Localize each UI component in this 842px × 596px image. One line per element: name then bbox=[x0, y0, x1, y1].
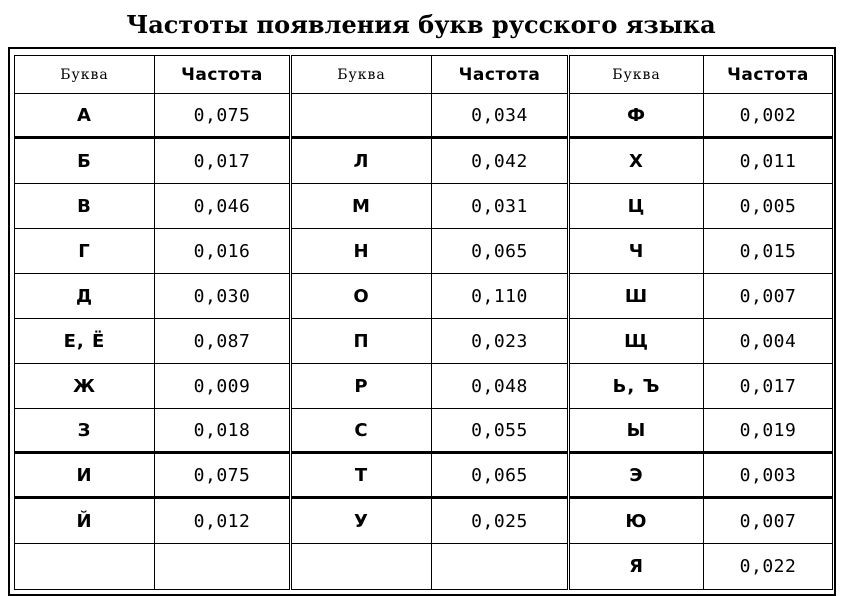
header-letter: Буква bbox=[570, 56, 704, 93]
table-row bbox=[292, 454, 567, 499]
frequency-cell: 0,018 bbox=[193, 419, 251, 441]
table-row bbox=[570, 454, 832, 499]
letter-cell: Ю bbox=[570, 499, 704, 543]
frequency-cell: 0,017 bbox=[739, 375, 797, 397]
table-row bbox=[570, 499, 832, 544]
letter-cell: С bbox=[292, 409, 432, 451]
frequency-cell: 0,017 bbox=[193, 150, 251, 172]
frequency-cell: 0,012 bbox=[193, 510, 251, 532]
table-row bbox=[570, 364, 832, 409]
letter-cell bbox=[292, 94, 432, 136]
table-row bbox=[570, 319, 832, 364]
letter-cell: Х bbox=[570, 139, 704, 183]
frequency-cell: 0,031 bbox=[471, 195, 528, 217]
table-row bbox=[292, 184, 567, 229]
table-row bbox=[292, 94, 567, 139]
letter-cell: Я bbox=[570, 544, 704, 589]
letter-cell: Т bbox=[292, 454, 432, 496]
table-row bbox=[15, 139, 289, 184]
table-row bbox=[15, 454, 289, 499]
letter-cell: У bbox=[292, 499, 432, 543]
frequency-cell bbox=[432, 544, 567, 589]
letter-cell: И bbox=[15, 454, 155, 496]
letter-cell: А bbox=[15, 94, 155, 136]
page-title: Частоты появления букв русского языка bbox=[126, 10, 716, 39]
table-row bbox=[570, 274, 832, 319]
header-letter: Буква bbox=[292, 56, 432, 93]
table-row bbox=[292, 499, 567, 544]
table-row bbox=[15, 364, 289, 409]
frequency-cell: 0,087 bbox=[193, 330, 251, 352]
table-row bbox=[15, 94, 289, 139]
frequency-cell: 0,023 bbox=[471, 330, 528, 352]
frequency-cell bbox=[155, 544, 289, 589]
frequency-cell: 0,075 bbox=[193, 104, 251, 126]
frequency-cell: 0,003 bbox=[739, 464, 797, 486]
frequency-cell: 0,055 bbox=[471, 419, 528, 441]
frequency-cell: 0,048 bbox=[471, 375, 528, 397]
table-row bbox=[15, 409, 289, 454]
frequency-cell: 0,075 bbox=[193, 464, 251, 486]
table-row bbox=[292, 319, 567, 364]
header-frequency: Частота bbox=[727, 64, 809, 85]
frequency-cell: 0,065 bbox=[471, 464, 528, 486]
letter-cell: Щ bbox=[570, 319, 704, 363]
table-column-group-2 bbox=[291, 55, 568, 590]
letter-cell: Ч bbox=[570, 229, 704, 273]
table-row bbox=[15, 319, 289, 364]
letter-cell bbox=[292, 544, 432, 589]
frequency-cell: 0,030 bbox=[193, 285, 251, 307]
frequency-cell: 0,015 bbox=[739, 240, 797, 262]
table-row bbox=[570, 184, 832, 229]
letter-cell: Б bbox=[15, 139, 155, 183]
letter-cell: Н bbox=[292, 229, 432, 273]
frequency-cell: 0,042 bbox=[471, 150, 528, 172]
letter-cell: М bbox=[292, 184, 432, 228]
frequency-cell: 0,011 bbox=[739, 150, 797, 172]
frequency-cell: 0,016 bbox=[193, 240, 251, 262]
letter-cell: Ь, Ъ bbox=[570, 364, 704, 408]
table-row bbox=[570, 409, 832, 454]
table-row bbox=[15, 544, 289, 589]
frequency-cell: 0,065 bbox=[471, 240, 528, 262]
header-frequency: Частота bbox=[181, 64, 263, 85]
header-letter: Буква bbox=[15, 56, 155, 93]
letter-cell: Ц bbox=[570, 184, 704, 228]
table-row bbox=[292, 229, 567, 274]
header-frequency: Частота bbox=[458, 64, 541, 85]
letter-cell: Э bbox=[570, 454, 704, 496]
letter-cell: Ш bbox=[570, 274, 704, 318]
frequency-cell: 0,007 bbox=[739, 510, 797, 532]
letter-cell: Д bbox=[15, 274, 155, 318]
letter-cell: Ы bbox=[570, 409, 704, 451]
table-column-group-1 bbox=[14, 55, 290, 590]
frequency-cell: 0,019 bbox=[739, 419, 797, 441]
frequency-cell: 0,034 bbox=[471, 104, 528, 126]
frequency-cell: 0,022 bbox=[739, 556, 797, 577]
frequency-cell: 0,004 bbox=[739, 330, 797, 352]
letter-cell: Ж bbox=[15, 364, 155, 408]
table-row bbox=[570, 139, 832, 184]
frequency-cell: 0,002 bbox=[739, 104, 797, 126]
letter-cell: В bbox=[15, 184, 155, 228]
frequency-cell: 0,046 bbox=[193, 195, 251, 217]
table-row bbox=[15, 499, 289, 544]
letter-cell: З bbox=[15, 409, 155, 451]
letter-cell: П bbox=[292, 319, 432, 363]
table-header-row bbox=[292, 56, 567, 94]
letter-cell: Р bbox=[292, 364, 432, 408]
table-row bbox=[570, 94, 832, 139]
letter-cell: Й bbox=[15, 499, 155, 543]
table-row bbox=[570, 544, 832, 589]
table-row bbox=[15, 274, 289, 319]
frequency-cell: 0,025 bbox=[471, 510, 528, 532]
table-row bbox=[292, 544, 567, 589]
frequency-cell: 0,009 bbox=[193, 375, 251, 397]
letter-cell: Е, Ё bbox=[15, 319, 155, 363]
letter-cell: Л bbox=[292, 139, 432, 183]
table-row bbox=[292, 274, 567, 319]
letter-cell: О bbox=[292, 274, 432, 318]
frequency-table bbox=[8, 47, 836, 596]
letter-cell bbox=[15, 544, 155, 589]
table-row bbox=[292, 139, 567, 184]
frequency-cell: 0,005 bbox=[739, 195, 797, 217]
table-row bbox=[292, 364, 567, 409]
letter-cell: Г bbox=[15, 229, 155, 273]
table-row bbox=[292, 409, 567, 454]
frequency-cell: 0,007 bbox=[739, 285, 797, 307]
table-row bbox=[15, 184, 289, 229]
frequency-cell: 0,110 bbox=[471, 285, 528, 307]
table-header-row bbox=[15, 56, 289, 94]
table-row bbox=[15, 229, 289, 274]
letter-cell: Ф bbox=[570, 94, 704, 136]
table-header-row bbox=[570, 56, 832, 94]
table-column-group-3 bbox=[569, 55, 833, 590]
table-row bbox=[570, 229, 832, 274]
